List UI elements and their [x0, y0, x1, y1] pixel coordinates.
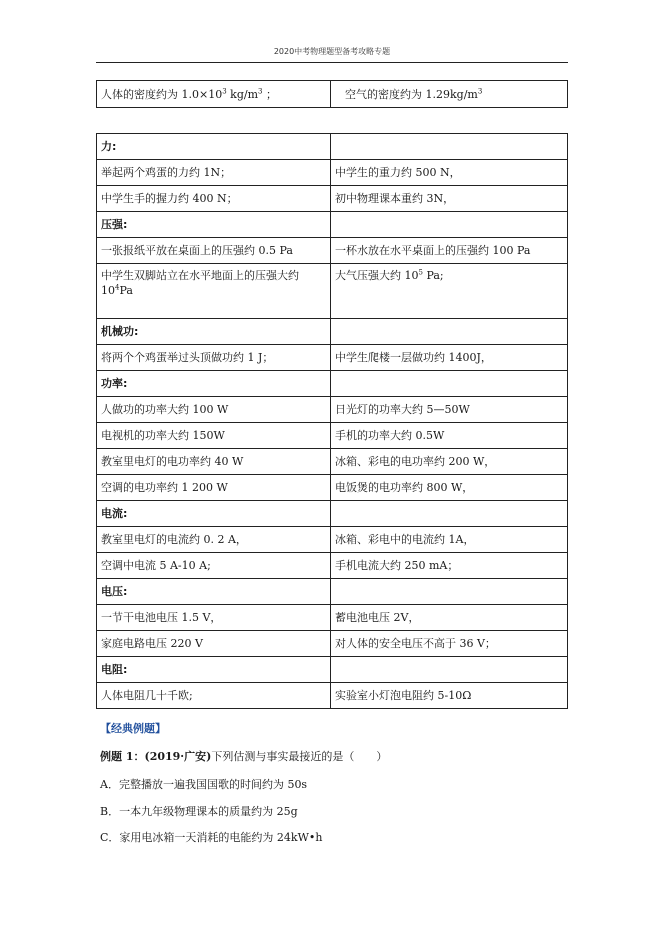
option-b: B．一本九年级物理课本的质量约为 25g [100, 805, 298, 818]
section-work: 机械功: [97, 319, 331, 345]
table-row [97, 657, 568, 683]
table-row [97, 134, 568, 160]
density-table [96, 80, 568, 108]
section-current: 电流: [97, 501, 331, 527]
table-row: 举起两个鸡蛋的力约 1N； 中学生的重力约 500 N， [97, 160, 568, 186]
question-1 [100, 748, 570, 764]
table-row: 教室里电灯的电流约 0. 2 A， 冰箱、彩电中的电流约 1A， [97, 527, 568, 553]
human-density-cell: 人体的密度约为 $1.0\times 10^3$ $kg/m^3$ ； [97, 81, 331, 108]
table-row: 教室里电灯的电功率约 40 W 冰箱、彩电的电功率约 200 W， [97, 449, 568, 475]
table-row: 空调的电功率约 1 200 W 电饭煲的电功率约 800 W， [97, 475, 568, 501]
examples-heading: 【经典例题】 [100, 722, 166, 735]
estimates-table [96, 133, 568, 709]
table-row: 电视机的功率大约 150W 手机的功率大约 0.5W [97, 423, 568, 449]
table-row [97, 501, 568, 527]
air-density-cell: 空气的密度约为 $1.29kg/m^3$ [331, 81, 568, 108]
table-row: 一张报纸平放在桌面上的压强约 0.5 Pa 一杯水放在水平桌面上的压强约 100 Pa [97, 238, 568, 264]
table-row: 人做功的功率大约 100 W 日光灯的功率大约 5—50W [97, 397, 568, 423]
table-row: 家庭电路电压 220 V 对人体的安全电压不高于 36 V； [97, 631, 568, 657]
table-row [97, 371, 568, 397]
section-pressure: 压强: [97, 212, 331, 238]
section-voltage: 电压: [97, 579, 331, 605]
option-c: C．家用电冰箱一天消耗的电能约为 24kW•h [100, 831, 323, 844]
table-row: 将两个个鸡蛋举过头顶做功约 1 J； 中学生爬楼一层做功约 1400J， [97, 345, 568, 371]
option-a: A．完整播放一遍我国国歌的时间约为 50s [100, 778, 308, 791]
table-row: 空调中电流 5 A-10 A; 手机电流大约 250 mA； [97, 553, 568, 579]
question-1-text: 下列估测与事实最接近的是（ ） [211, 750, 388, 763]
section-force: 力: [97, 134, 331, 160]
header-rule [96, 62, 568, 63]
table-row: 一节干电池电压 1.5 V， 蓄电池电压 2V， [97, 605, 568, 631]
table-row: 人体电阻几十千欧; 实验室小灯泡电阻约 5-10Ω [97, 683, 568, 709]
table-row [97, 212, 568, 238]
table-row [97, 81, 568, 108]
page-header: 2020中考物理题型备考攻略专题 [273, 47, 391, 56]
table-row: 中学生双脚站立在水平地面上的压强大约 $10^4Pa$ 大气压强大约 $10^5$ Pa; [97, 264, 568, 319]
section-resistance: 电阻: [97, 657, 331, 683]
question-1-label: 例题 1：(2019·广安) [100, 750, 212, 763]
table-row [97, 579, 568, 605]
section-power: 功率: [97, 371, 331, 397]
table-row: 中学生手的握力约 400 N； 初中物理课本重约 3N， [97, 186, 568, 212]
table-row [97, 319, 568, 345]
